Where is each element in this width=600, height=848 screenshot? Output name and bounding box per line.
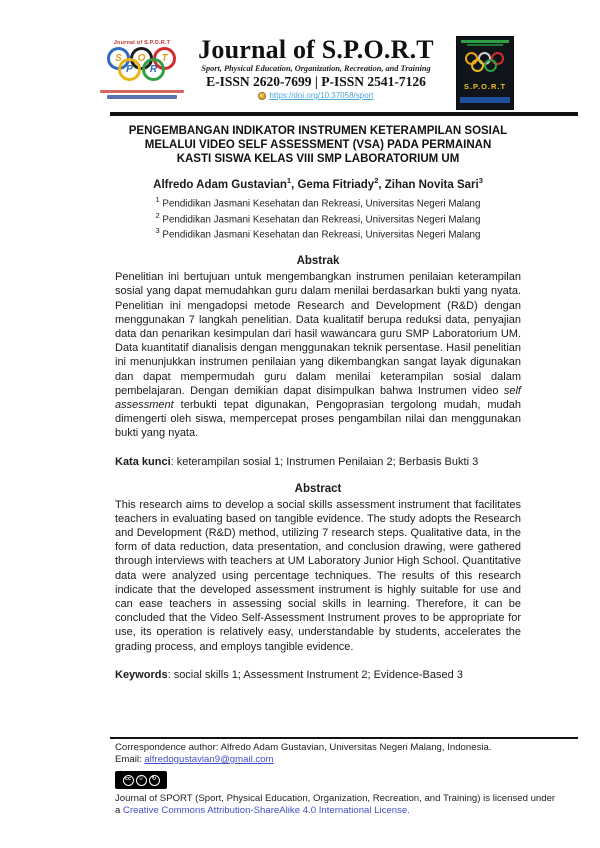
abstrak-text: Penelitian ini bertujuan untuk mengembangkan instrumen penilaian keterampilan sosial yang dapat memudahkan guru dalam menilai berdasarkan bukti yang nyata. Penelitian ini mengadopsi metode Research and Development (R&D) dengan menggunakan 7 langkah penelitian. Data kualitatif berupa reduksi data, penyajian data dan penarikan kesimpulan dari hasil wawancara guru SMP Laboratorium UM. Data kuantitatif dianalisis dengan menggunakan teknik persentase. Hasil penelitian ini menunjukkan instrumen penilaian yang dikembangkan sangat layak digunakan dan dapat mempermudah guru dalam menilai keterampilan sosial dalam pembelajaran. Dengan demikian dapat disimpulkan bahwa Instrumen video self assessment terbukti tepat digunakan, Pengoprasian tergolong mudah, mudah dimengerti oleh siswa, mempercepat proses pengambilan nilai dan menggunakan bukti yang nyata. — [115, 271, 521, 440]
cover-rings-icon — [457, 50, 513, 74]
abstract-text: This research aims to develop a social skills assessment instrument that facilitates teachers in evaluating based on tangible evidence. The study adopts the Research and Development (R&D) method, utilizing 7 research steps. Qualitative data, in the form of data reduction, data presentation, and conclusion drawing, were gathered through interviews with teachers at UM Laboratory Junior High School. Quantitative data were analyzed using percentage techniques. The results of this research indicate that the developed assessment instrument is highly suitable for use and can ease teachers in assessing social skills in learning. Therefore, it can be concluded that the Video Self-Assessment Instrument proves to be appropriate for use, its operation is relatively easy, understandable by students, accelerates the grading process, and employs tangible evidence. — [115, 498, 521, 653]
ring-letter: T — [161, 53, 168, 64]
author-sup: 1 — [286, 176, 292, 185]
header-divider — [110, 112, 578, 116]
email-line — [115, 754, 560, 766]
ring-yellow — [118, 58, 141, 81]
journal-title: Journal of S.P.O.R.T — [198, 35, 434, 64]
author-name: Alfredo Adam Gustavian — [153, 178, 287, 191]
abstract-heading: Abstract — [294, 482, 342, 495]
affiliations — [115, 194, 521, 241]
cover-title: S.P.O.R.T — [463, 82, 507, 91]
correspondence-line: Correspondence author: Alfredo Adam Gustavian, Universitas Negeri Malang, Indonesia. — [115, 742, 492, 753]
authors-line: Alfredo Adam Gustavian$^1$, Gema Fitriady$^2$, Zihan Novita Sari$^3$ — [153, 176, 483, 191]
olympic-rings-icon — [101, 47, 183, 87]
logo-caption-line — [107, 95, 177, 99]
abstrak-heading: Abstrak — [296, 255, 340, 268]
article-title — [115, 124, 521, 166]
keywords-line — [115, 668, 521, 682]
license-text: Journal of SPORT (Sport, Physical Education, Organization, Recreation, and Training) is licensed under a — [115, 793, 556, 816]
journal-logo — [96, 40, 188, 106]
article-title-line: PENGEMBANGAN INDIKATOR INSTRUMEN KETERAMPILAN SOSIAL — [128, 125, 508, 137]
logo-title-text: Journal of S.P.O.R.T — [113, 40, 171, 46]
author-sup: 2 — [374, 176, 379, 185]
doi-icon — [258, 92, 266, 100]
license-line — [115, 793, 560, 817]
article-title-line: KASTI SISWA KELAS VIII SMP LABORATORIUM UM — [176, 153, 460, 165]
article-title-line: MELALUI VIDEO SELF ASSESSMENT (VSA) PADA PERMAINAN — [144, 139, 492, 151]
logo-caption-line — [100, 90, 184, 93]
journal-cover-thumbnail — [456, 36, 514, 110]
keywords-value: : social skills 1; Assessment Instrument 2; Evidence-Based 3 — [167, 668, 463, 681]
cover-strip — [460, 97, 510, 103]
email-link[interactable]: alfredogustavian9@gmail.com — [144, 754, 274, 765]
keywords-label: Keywords — [115, 668, 168, 681]
kata-kunci-label: Kata kunci — [115, 455, 171, 468]
ring-letter: O — [137, 53, 146, 64]
kata-kunci-value: : keterampilan sosial 1; Instrumen Penilaian 2; Berbasis Bukti 3 — [170, 455, 479, 468]
email-label: Email: — [115, 754, 145, 765]
attribution-icon: ☺ — [136, 775, 147, 786]
doi-link[interactable]: https://doi.org/10.37058/sport — [269, 91, 374, 100]
author-name: Gema Fitriady — [297, 178, 375, 191]
issn-line: E-ISSN 2620-7699 | P-ISSN 2541-7126 — [206, 74, 426, 89]
footnote-divider — [110, 737, 578, 739]
journal-subtitle: Sport, Physical Education, Organization, Recreation, and Training — [201, 64, 431, 73]
ring-letter: P — [126, 64, 133, 75]
affiliation-line: $^2$ Pendidikan Jasmani Kesehatan dan Rekreasi, Universitas Negeri Malang — [155, 210, 481, 225]
cover-strip — [461, 40, 509, 43]
ring-letter: S — [115, 53, 122, 64]
ring-green — [142, 58, 165, 81]
cc-icon: cc — [123, 775, 134, 786]
share-alike-icon: ↻ — [149, 775, 160, 786]
masthead — [190, 36, 442, 100]
kata-kunci-line — [115, 455, 521, 469]
ring-letter: R — [149, 64, 158, 75]
cc-by-sa-badge — [115, 771, 167, 789]
license-link[interactable]: Creative Commons Attribution-ShareAlike 4.0 International License. — [123, 805, 410, 816]
article-content — [115, 124, 521, 682]
affiliation-line: $^1$ Pendidikan Jasmani Kesehatan dan Rekreasi, Universitas Negeri Malang — [155, 194, 481, 210]
page-footer — [115, 742, 560, 817]
author-name: Zihan Novita Sari — [384, 178, 479, 191]
cover-strip — [467, 44, 503, 46]
author-sup: 3 — [478, 176, 483, 185]
journal-header — [0, 34, 600, 114]
affiliation-line: $^3$ Pendidikan Jasmani Kesehatan dan Rekreasi, Universitas Negeri Malang — [155, 226, 481, 241]
doi-row — [190, 91, 442, 100]
